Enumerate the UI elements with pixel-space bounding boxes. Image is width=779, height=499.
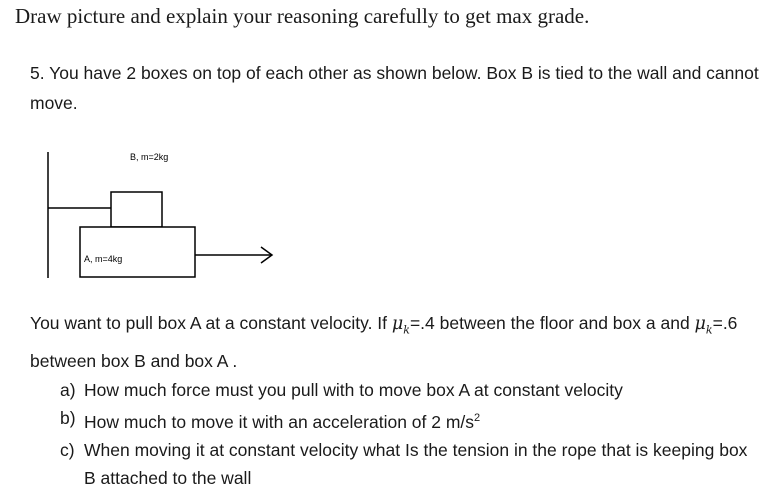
- part-letter: b): [60, 408, 76, 428]
- question-parts: [60, 376, 760, 492]
- problem-intro: [30, 58, 770, 118]
- problem-number: 5.: [30, 63, 45, 83]
- boxes-friction-text: =.6 between box B and box A .: [30, 313, 738, 371]
- box-a: [80, 227, 195, 277]
- part-b: [60, 404, 760, 436]
- mu-k-boxes: $\mu_k$: [694, 314, 713, 337]
- part-letter: a): [60, 380, 76, 400]
- box-b-label: B, m=2kg: [130, 152, 169, 162]
- part-a: [60, 376, 760, 404]
- part-letter: c): [60, 439, 75, 460]
- part-text: How much force must you pull with to move box A at constant velocity: [84, 380, 623, 400]
- squared-superscript: 2: [474, 412, 481, 424]
- part-text: When moving it at constant velocity what Is the tension in the rope that is keeping box B attached to the wall: [84, 439, 748, 488]
- part-text: How much to move it with an acceleration of 2 $m/s^2$: [84, 411, 481, 432]
- boxes-diagram: [0, 140, 779, 300]
- box-a-label: A, m=4kg: [84, 254, 123, 264]
- mu-k-floor: $\mu_k$: [391, 314, 410, 337]
- box-b: [111, 192, 162, 227]
- part-c: [60, 436, 760, 492]
- instruction-line: Draw picture and explain your reasoning carefully to get max grade.: [15, 4, 590, 28]
- question-text: [30, 308, 770, 376]
- problem-intro-text: You have 2 boxes on top of each other as shown below. Box B is tied to the wall and cannot move.: [30, 63, 759, 113]
- floor-friction-text: =.4 between the floor and box a and: [409, 313, 695, 333]
- question-sentence-start: You want to pull box A at a constant velocity. If: [30, 313, 392, 333]
